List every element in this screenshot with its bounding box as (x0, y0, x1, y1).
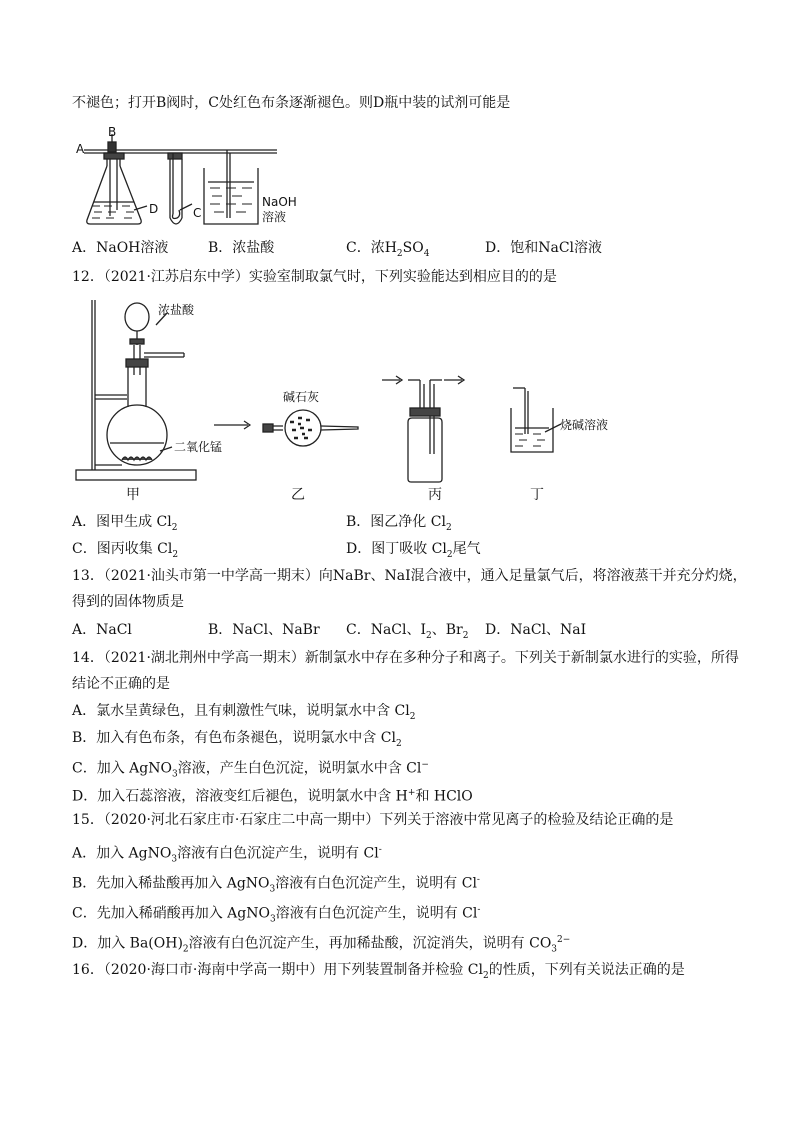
q13-option-a: A．NaCl (72, 622, 132, 638)
label-solution: 溶液 (262, 210, 287, 224)
caption-jia: 甲 (126, 487, 140, 503)
label-naoh: NaOH (262, 195, 297, 209)
q12-option-a: A．图甲生成 $Cl_2$ (72, 514, 178, 533)
q13-option-c: C．NaCl、$I_2$、$Br_2$ (346, 622, 469, 641)
q12-apparatus-bing (380, 374, 480, 484)
caption-ding: 丁 (530, 487, 544, 503)
q12-option-d: D．图丁吸收 $Cl_2$尾气 (346, 541, 481, 560)
caption-yi: 乙 (291, 487, 305, 503)
label-naoh-sol: 烧碱溶液 (560, 418, 609, 432)
q15-stem: 15．（2020·河北石家庄市·石家庄二中高一期中）下列关于溶液中常见离子的检验及结论正确的是 (72, 812, 674, 828)
q11-option-b: B．浓盐酸 (208, 240, 275, 256)
q16-stem: 16．（2020·海口市·海南中学高一期中）用下列装置制备并检验 $Cl_2$的性质，下列有关说法正确的是 (72, 962, 685, 981)
label-C: C (193, 206, 202, 220)
q13-stem-line1: 13．（2021·汕头市第一中学高一期末）向NaBr、NaI混合液中，通入足量氯气后，将溶液蒸干并充分灼烧， (72, 568, 747, 584)
label-B: B (108, 125, 117, 139)
q14-option-c: C．加入 AgNO$_3$溶液，产生白色沉淀，说明氯水中含 Cl− (72, 760, 429, 780)
q14-stem-line1: 14．（2021·湖北荆州中学高一期末）新制氯水中存在多种分子和离子。下列关于新制氯水进行的实验，所得 (72, 650, 739, 666)
q13-stem-line2: 得到的固体物质是 (72, 594, 184, 610)
q11-option-c: C．浓$H_2SO_4$ (346, 240, 430, 259)
label-conc-hcl: 浓盐酸 (158, 303, 195, 317)
q15-option-a: A．加入 AgNO$_3$溶液有白色沉淀产生，说明有 Cl- (72, 845, 382, 865)
q14-option-b: B．加入有色布条，有色布条褪色，说明氯水中含 $Cl_2$ (72, 730, 402, 749)
label-D: D (149, 202, 159, 216)
q11-stem-tail: 不褪色；打开B阀时，C处红色布条逐渐褪色。则D瓶中装的试剂可能是 (72, 95, 511, 111)
q15-option-d: D．加入 $Ba(OH)_2$溶液有白色沉淀产生，再加稀盐酸，沉淀消失，说明有 $CO_3^{2-}$ (72, 935, 571, 955)
q15-option-c: C．先加入稀硝酸再加入 AgNO$_3$溶液有白色沉淀产生，说明有 Cl- (72, 905, 481, 925)
q13-option-d: D．NaCl、NaI (485, 622, 587, 638)
q14-option-a: A．氯水呈黄绿色，且有刺激性气味，说明氯水中含 $Cl_2$ (72, 703, 416, 722)
label-soda-lime: 碱石灰 (283, 390, 320, 404)
q11-option-d: D．饱和NaCl溶液 (485, 240, 603, 256)
q14-option-d: D．加入石蕊溶液，溶液变红后褪色，说明氯水中含 H+和 HClO (72, 788, 473, 805)
q11-option-a: A．NaOH溶液 (72, 240, 169, 256)
q12-apparatus-ding (505, 382, 565, 462)
q14-stem-line2: 结论不正确的是 (72, 676, 170, 692)
caption-bing: 丙 (428, 487, 442, 503)
q12-option-c: C．图丙收集 $Cl_2$ (72, 541, 179, 560)
q12-stem: 12．（2021·江苏启东中学）实验室制取氯气时，下列实验能达到相应目的的是 (72, 269, 557, 285)
q13-option-b: B．NaCl、NaBr (208, 622, 320, 638)
q15-option-b: B．先加入稀盐酸再加入 AgNO$_3$溶液有白色沉淀产生，说明有 Cl- (72, 875, 480, 895)
arrow-jia-yi (214, 420, 254, 430)
q12-option-b: B．图乙净化 $Cl_2$ (346, 514, 452, 533)
label-mno2: 二氧化锰 (174, 440, 223, 454)
q12-apparatus-jia (72, 295, 202, 485)
q12-apparatus-yi (258, 398, 368, 458)
label-A: A (76, 142, 85, 156)
